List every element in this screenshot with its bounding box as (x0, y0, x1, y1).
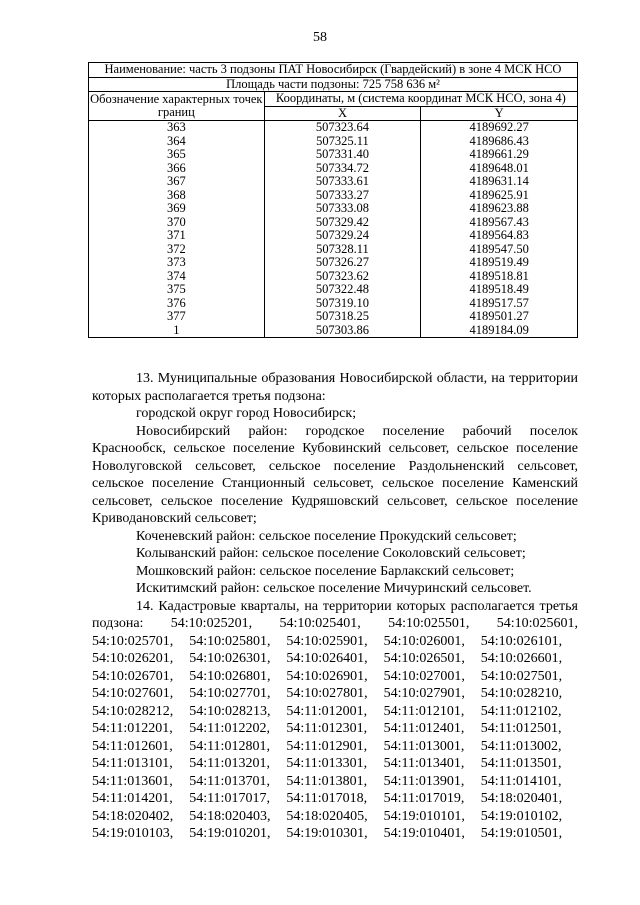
cell-point: 365 (89, 148, 265, 162)
cadastral-code: 54:11:012601, (92, 738, 173, 754)
cadastral-code: 54:10:025401, (279, 616, 361, 631)
cell-point: 377 (89, 310, 265, 324)
cadastral-code: 54:11:013701, (189, 773, 270, 789)
cadastral-code: 54:10:026701, (92, 668, 174, 684)
kochenevsky-district: Коченевский район: сельское поселение Прокудский сельсовет; (136, 528, 517, 544)
cell-x: 507334.72 (264, 162, 421, 176)
table-title: Наименование: часть 3 подзоны ПАТ Новосибирск (Гвардейский) в зоне 4 МСК НСО (89, 63, 578, 78)
city-district: городской округ город Новосибирск; (136, 406, 357, 421)
cell-point: 370 (89, 216, 265, 230)
cadastral-code: 54:11:017019, (383, 791, 465, 806)
cadastral-code: 54:11:013002, (480, 738, 562, 754)
cadastral-code: 54:11:013001, (383, 738, 465, 754)
iskitimsky-district: Искитимский район: сельское поселение Мичуринский сельсовет. (136, 581, 532, 596)
cadastral-code: 54:10:028210, (480, 686, 563, 701)
coordinates-table (88, 62, 578, 338)
cell-x: 507333.08 (264, 202, 421, 216)
cadastral-code: 54:11:012001, (286, 703, 368, 719)
section-13-heading: 13. Муниципальные образования Новосибирской области, на территории которых располагается третья подзона: (92, 371, 578, 404)
cadastral-code: 54:11:012102, (480, 703, 562, 719)
cadastral-code: 54:11:013501, (480, 756, 562, 771)
cadastral-code: 54:11:012801, (189, 738, 270, 754)
section-14-heading-text: 14. Кадастровые кварталы, на территории которых располагается третья подзона: (92, 598, 578, 631)
cadastral-code: 54:10:026601, (480, 651, 563, 666)
cell-x: 507331.40 (264, 148, 421, 162)
cell-y: 4189567.43 (421, 216, 578, 230)
table-row (89, 270, 578, 284)
cadastral-code: 54:11:012201, (92, 721, 173, 736)
x-column-header: X (264, 106, 421, 121)
cell-y: 4189661.29 (421, 148, 578, 162)
table-row (89, 175, 578, 189)
cadastral-code: 54:19:010301, (286, 826, 368, 841)
table-row (89, 135, 578, 149)
cadastral-code: 54:11:013601, (92, 773, 173, 789)
cell-point: 372 (89, 243, 265, 257)
cadastral-code: 54:10:028213, (189, 703, 271, 719)
cadastral-code: 54:11:012301, (286, 721, 368, 736)
cadastral-code: 54:11:012901, (286, 738, 368, 754)
cadastral-code: 54:10:025801, (189, 633, 271, 649)
cell-y: 4189692.27 (421, 121, 578, 135)
cell-y: 4189184.09 (421, 324, 578, 338)
cell-y: 4189519.49 (421, 256, 578, 270)
table-row (89, 189, 578, 203)
cell-point: 374 (89, 270, 265, 284)
cell-x: 507333.61 (264, 175, 421, 189)
cell-x: 507303.86 (264, 324, 421, 338)
section-14-heading (92, 598, 578, 633)
cadastral-code: 54:10:026001, (383, 633, 465, 649)
cadastral-code: 54:10:027901, (383, 686, 465, 701)
cadastral-code: 54:11:013101, (92, 756, 173, 771)
cadastral-code: 54:19:010401, (383, 826, 465, 841)
coordinates-column-header: Координаты, м (система координат МСК НСО, зона 4) (264, 92, 577, 107)
cadastral-code: 54:11:013201, (189, 756, 270, 771)
table-row (89, 148, 578, 162)
y-column-header: Y (421, 106, 578, 121)
cell-x: 507329.42 (264, 216, 421, 230)
cadastral-code: 54:11:013901, (383, 773, 465, 789)
cell-y: 4189501.27 (421, 310, 578, 324)
table-row (89, 121, 578, 135)
table-row (89, 297, 578, 311)
table-row (89, 310, 578, 324)
cadastral-code: 54:10:027501, (480, 668, 563, 684)
cell-point: 363 (89, 121, 265, 135)
cadastral-code: 54:10:027801, (286, 686, 368, 701)
first-line-codes (171, 616, 578, 631)
cadastral-code: 54:19:010501, (480, 826, 563, 841)
table-row (89, 162, 578, 176)
kolyvansky-district: Колыванский район: сельское поселение Соколовский сельсовет; (136, 546, 526, 561)
cell-point: 376 (89, 297, 265, 311)
cadastral-code: 54:19:010201, (189, 826, 271, 841)
cell-point: 364 (89, 135, 265, 149)
table-row (89, 256, 578, 270)
cell-x: 507323.62 (264, 270, 421, 284)
moshkovsky-district: Мошковский район: сельское поселение Барлакский сельсовет; (136, 563, 515, 579)
cadastral-code: 54:10:026501, (383, 651, 465, 666)
cadastral-code: 54:10:026201, (92, 651, 174, 666)
cell-y: 4189518.49 (421, 283, 578, 297)
cadastral-code: 54:10:026401, (286, 651, 368, 666)
table-row (89, 283, 578, 297)
table-row (89, 216, 578, 230)
cadastral-code: 54:18:020403, (189, 808, 271, 824)
cadastral-code: 54:11:013301, (286, 756, 368, 771)
cell-y: 4189686.43 (421, 135, 578, 149)
cell-y: 4189564.83 (421, 229, 578, 243)
cell-point: 371 (89, 229, 265, 243)
cell-point: 1 (89, 324, 265, 338)
cadastral-code: 54:11:012101, (383, 703, 465, 719)
cadastral-code: 54:10:027701, (189, 686, 271, 701)
cell-x: 507326.27 (264, 256, 421, 270)
table-row (89, 243, 578, 257)
cell-y: 4189547.50 (421, 243, 578, 257)
cell-x: 507325.11 (264, 135, 421, 149)
cadastral-code: 54:10:027001, (383, 668, 465, 684)
cadastral-code: 54:18:020402, (92, 808, 174, 824)
cell-y: 4189631.14 (421, 175, 578, 189)
cell-y: 4189648.01 (421, 162, 578, 176)
cadastral-code: 54:10:026801, (189, 668, 271, 684)
table-row (89, 202, 578, 216)
table-row (89, 229, 578, 243)
cell-x: 507318.25 (264, 310, 421, 324)
cadastral-code: 54:10:025701, (92, 633, 174, 649)
cadastral-code: 54:10:025201, (170, 616, 253, 631)
point-column-header: Обозначение характерных точек границ (90, 91, 263, 119)
table-row (89, 324, 578, 338)
cell-x: 507329.24 (264, 229, 421, 243)
cadastral-code: 54:11:012202, (189, 721, 270, 736)
cell-point: 366 (89, 162, 265, 176)
cadastral-code: 54:10:025601, (496, 616, 578, 631)
cadastral-code: 54:19:010102, (480, 808, 563, 824)
cadastral-code: 54:11:012401, (383, 721, 465, 736)
cell-point: 375 (89, 283, 265, 297)
cadastral-code: 54:11:014201, (92, 791, 173, 806)
cadastral-code: 54:11:017018, (286, 791, 368, 806)
text-block (92, 370, 578, 843)
page-number: 58 (313, 30, 327, 45)
cadastral-code: 54:11:013801, (286, 773, 368, 789)
cadastral-code: 54:10:025901, (286, 633, 368, 649)
cadastral-code: 54:11:012501, (480, 721, 562, 736)
cell-point: 368 (89, 189, 265, 203)
cell-y: 4189518.81 (421, 270, 578, 284)
cadastral-code: 54:10:026301, (189, 651, 271, 666)
cell-x: 507328.11 (264, 243, 421, 257)
cadastral-code: 54:10:026901, (286, 668, 368, 684)
cell-point: 369 (89, 202, 265, 216)
cadastral-code: 54:10:028212, (92, 703, 174, 719)
cadastral-code: 54:10:026101, (480, 633, 563, 649)
cadastral-code: 54:19:010101, (383, 808, 465, 824)
table-area: Площадь части подзоны: 725 758 636 м² (89, 77, 578, 92)
cadastral-code: 54:18:020405, (286, 808, 368, 824)
cell-y: 4189625.91 (421, 189, 578, 203)
cadastral-code: 54:10:027601, (92, 686, 174, 701)
cell-point: 367 (89, 175, 265, 189)
cadastral-code: 54:19:010103, (92, 826, 174, 841)
cell-point: 373 (89, 256, 265, 270)
cell-x: 507333.27 (264, 189, 421, 203)
cell-x: 507319.10 (264, 297, 421, 311)
novosibirsk-district: Новосибирский район: городское поселение рабочий поселок Краснообск, сельское поселение Кубовинский сельсовет, сельское поселение Новолуговской сельсовет, сельское поселение Раздольненский сельсовет, сельское поселение Станционный сельсовет, сельское поселение Каменский сельсовет, сельское поселение Кудряшовский сельсовет, сельское поселение Криводановский сельсовет; (92, 423, 578, 526)
cadastral-codes-list (92, 633, 578, 843)
cadastral-code: 54:11:014101, (480, 773, 562, 789)
cadastral-code: 54:10:025501, (388, 616, 470, 631)
cadastral-code: 54:18:020401, (480, 791, 563, 806)
cell-y: 4189517.57 (421, 297, 578, 311)
cadastral-code: 54:11:013401, (383, 756, 465, 771)
cadastral-code: 54:11:017017, (189, 791, 270, 806)
cell-y: 4189623.88 (421, 202, 578, 216)
cell-x: 507323.64 (264, 121, 421, 135)
cell-x: 507322.48 (264, 283, 421, 297)
